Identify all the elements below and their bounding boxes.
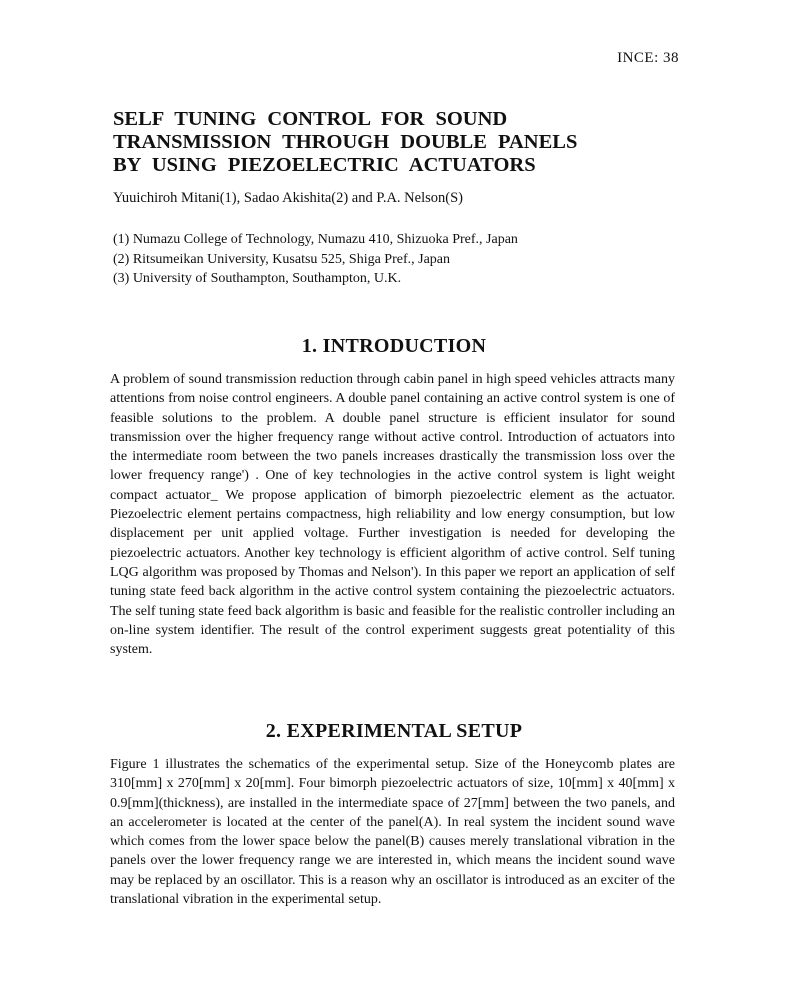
section-heading-experimental-setup: 2. EXPERIMENTAL SETUP: [265, 720, 523, 742]
affiliation-3: (3) University of Southampton, Southampton, U.K.: [113, 271, 402, 286]
author-list: Yuuichiroh Mitani(1), Sadao Akishita(2) and P.A. Nelson(S): [113, 190, 463, 206]
paper-title: [113, 108, 693, 177]
affiliation-list: [113, 230, 693, 289]
paper-id: INCE: 38: [617, 50, 679, 66]
introduction-paragraph: A problem of sound transmission reduction through cabin panel in high speed vehicles attracts many attentions from noise control engineers. A double panel containing an active control system is one of feasible solutions to the problem. A double panel structure is efficient insulator for sound transmission over the higher frequency range without active control. Introduction of actuators into the intermediate room between the two panels increases drastically the transmission loss over the lower frequency range') . One of key technologies in the active control system is light weight compact actuator_ We propose application of bimorph piezoelectric element as the actuator. Piezoelectric element pertains compactness, high reliability and low energy consumption, but low displacement per unit applied voltage. Further investigation is needed for developing the piezoelectric actuators. Another key technology is efficient algorithm of active control. Self tuning LQG algorithm was proposed by Thomas and Nelson'). In this paper we report an application of self tuning state feed back algorithm in the active control system containing the piezoelectric actuators. The self tuning state feed back algorithm is basic and feasible for the realistic controller including an on-line system identifier. The result of the control experiment suggests great potentiality of this system.: [110, 372, 675, 658]
affiliation-2: (2) Ritsumeikan University, Kusatsu 525, Shiga Pref., Japan: [113, 251, 450, 267]
title-line-1: SELF TUNING CONTROL FOR SOUND: [113, 108, 508, 130]
section-heading-introduction: 1. INTRODUCTION: [301, 335, 487, 357]
title-line-3: BY USING PIEZOELECTRIC ACTUATORS: [113, 154, 536, 176]
experimental-setup-paragraph: Figure 1 illustrates the schematics of the experimental setup. Size of the Honeycomb plates are 310[mm] x 270[mm] x 20[mm]. Four bimorph piezoelectric actuators of size, 10[mm] x 40[mm] x 0.9[mm](thickness), are installed in the intermediate space of 27[mm] between the two panels, and an accelerometer is located at the center of the panel(A). In real system the incident sound wave which comes from the lower space below the panel(B) causes merely translational vibration in the panels over the lower frequency range we are interested in, which means the incident sound wave may be replaced by an oscillator. This is a reason why an oscillator is introduced as an exciter of the translational vibration in the experimental setup.: [110, 757, 675, 908]
title-line-2: TRANSMISSION THROUGH DOUBLE PANELS: [113, 131, 578, 153]
affiliation-1: (1) Numazu College of Technology, Numazu 410, Shizuoka Pref., Japan: [113, 232, 518, 247]
